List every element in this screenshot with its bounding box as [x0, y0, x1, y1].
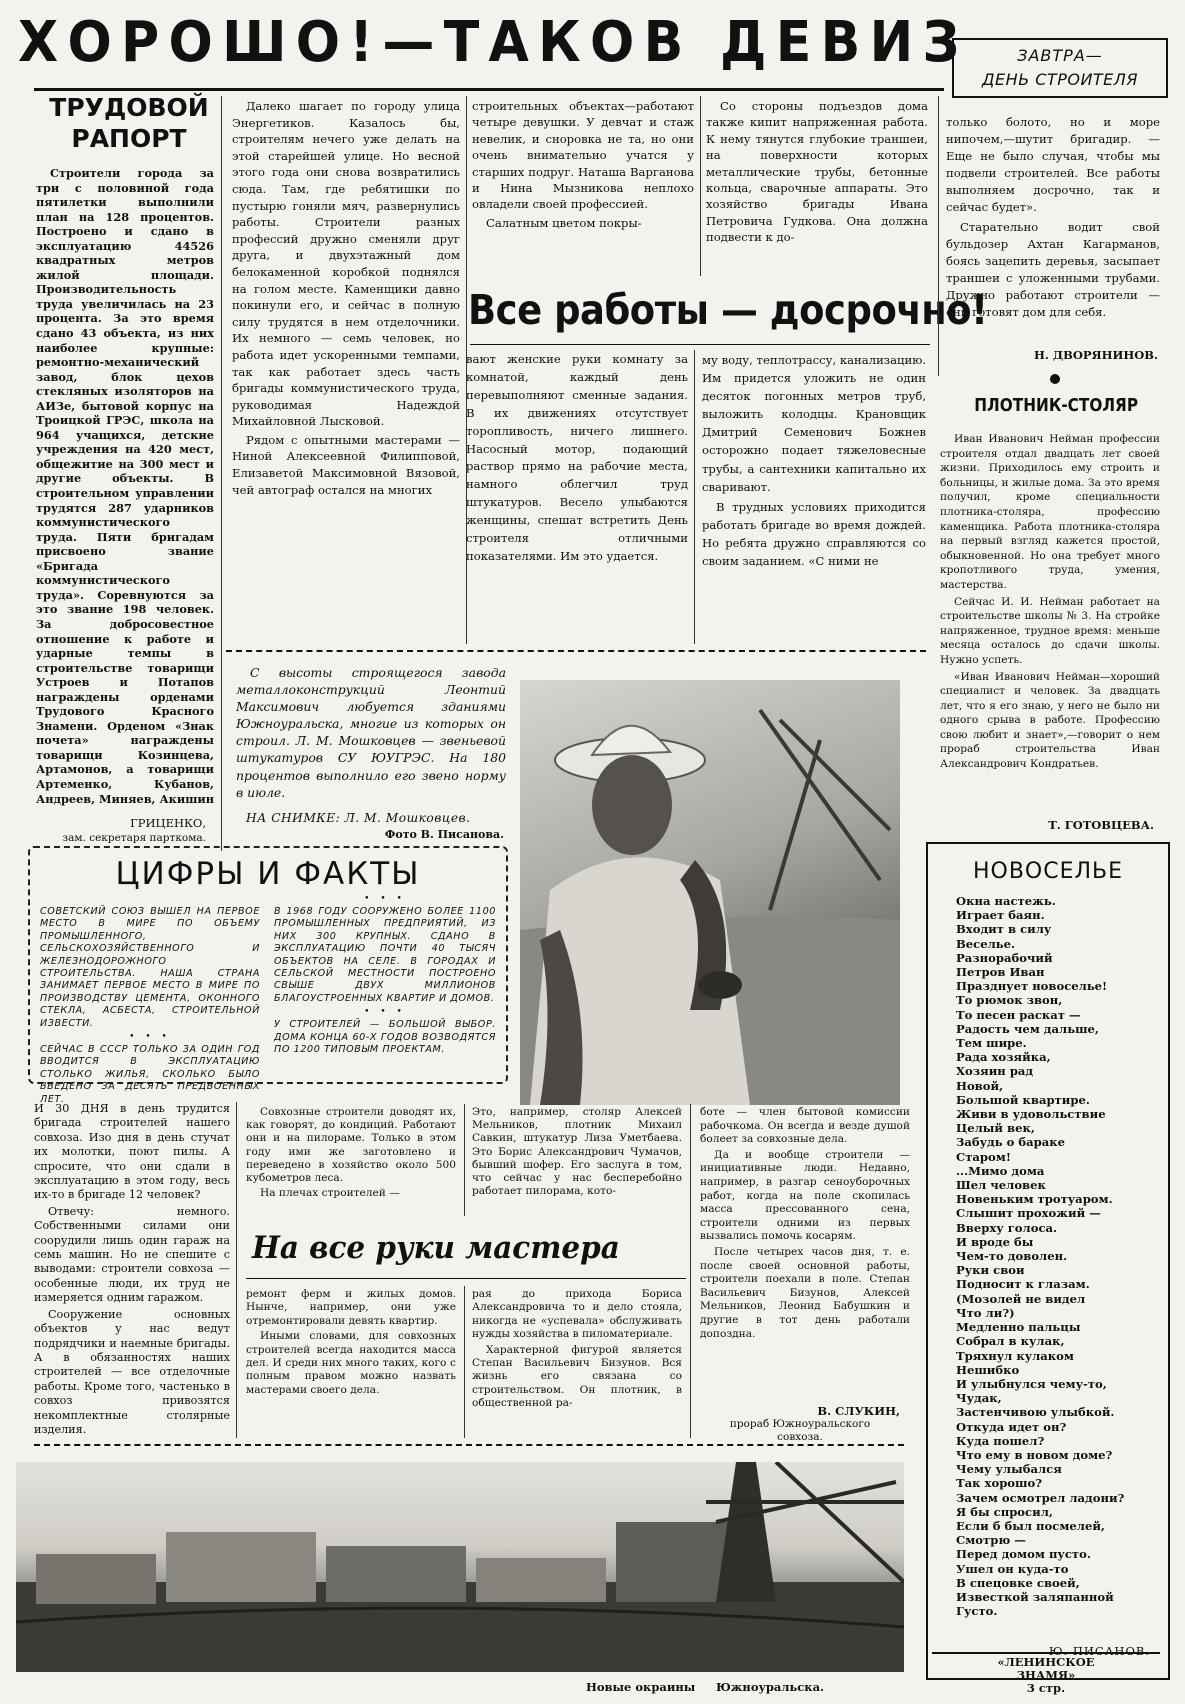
fact-separator: • • •	[364, 1007, 406, 1018]
poem-line: То рюмок звон,	[956, 993, 1063, 1008]
story-paragraph: Далеко шагает по городу улица Энергетиков. Казалось бы, строителям нечего уже делать на этой старейшей улице. Но весной этого года они снова возвратились сюда. Там, где ребятишки по пустырю гоняли мяч, развернулись работы. Строители разных профессий дружно сменяли друг друга, и двухэтажный дом белокаменной коробкой поднялся на голом месте. Каменщики давно покинули его, и сейчас в полную силу трудятся в нем отделочники. Их немного — семь человек, но работа идет ускоренными темпами, так как работает здесь часть бригады коммунистического труда, руководимая Надеждой Михайловной Лысковой.	[232, 99, 460, 429]
panorama-caption-right: Южноуральска.	[716, 1680, 825, 1694]
poem-line: Известкой заляпанной	[956, 1589, 1114, 1604]
fact-separator: • • •	[129, 1032, 171, 1043]
raport-paragraph: Строители города за три с половиной года пятилетки выполнили план на 128 процентов. Построено и сдано в эксплуатацию 44526 квадратных метров жилой площади. Производительность труда увеличилась на 23 процента. За это время сдано 43 объекта, из них наиболее крупные: ремонтно-механический завод, блок цехов стекляных изоляторов на АИЗе, бытовой корпус на Троицкой ГРЭС, школа на 964 учащихся, детские учреждения на 420 мест, общежитие на 300 мест и другие объекты. В строительном управлении трудятся 287 ударников коммунистического труда. Пяти бригадам присвоено звание «Бригада коммунистического труда». Соревнуются за это звание 198 человек. За добросовестное отношение к работе и ударные темпы в строительстве товарищи Устроев и Потапов награждены орденами Трудового Красного Знамени. Орденом «Знак почета» награждены товарищи Козинцева, Артамонов, а товарищи Артеменко, Кубанов, Андреев, Миняев, Акишин	[36, 166, 214, 806]
newspaper-footer	[926, 1652, 1166, 1695]
story-paragraph: му воду, теплотрассу, канализацию. Им придется уложить не один десяток погонных метров труб, выложить колодцы. Крановщик Дмитрий Семенович Божнев осторожно подает тяжеловесные трубы, а сантехники капитально их сваривают.	[702, 353, 926, 494]
poem-line: ...Мимо дома	[956, 1163, 1045, 1178]
ruki-paragraph: Отвечу: немного. Собственными силами они соорудили лишь один гараж на семь машин. Но не спешите с выводами: строители совхоза — особенные люди, их труд не измеряется одним гаражом.	[34, 1204, 230, 1305]
footer-paper-name-line1: «ЛЕНИНСКОЕ	[997, 1655, 1095, 1669]
ruki-paragraph: И 30 ДНЯ в день трудится бригада строителей нашего совхоза. Изо дня в день стучат их молотки, поют пилы. А спросите, что они сдали в эксплуатацию в этом году, весь их-то в бригаде 12 человек?	[34, 1102, 230, 1202]
ruki-paragraph: На плечах строителей —	[260, 1187, 400, 1200]
facts-right-column	[274, 894, 496, 1056]
panorama-photo	[16, 1462, 904, 1672]
poem-line: Тем шире.	[956, 1036, 1027, 1051]
poem-line: Шел человек	[956, 1178, 1046, 1193]
raport-title-line2: РАПОРТ	[71, 124, 187, 153]
ruki-column-3b	[472, 1288, 682, 1438]
poem-line: Вверху голоса.	[956, 1220, 1058, 1235]
novosele-poem	[956, 894, 1162, 1618]
poem-line: Густо.	[956, 1604, 998, 1619]
story-paragraph: В трудных условиях приходится работать бригаде во время дождей. Но ребята дружно справляются со своим заданием. «С ними не	[702, 499, 926, 569]
poem-line: (Мозолей не видел	[956, 1291, 1086, 1306]
poem-line: Слышит прохожий —	[956, 1206, 1101, 1221]
ruki-paragraph: Совхозные строители доводят их, как говорят, до кондиций. Работают они и на пилораме. Только в этом году ими же заготовлено и переведено в хозяйство около 500 кубометров леса.	[246, 1106, 456, 1185]
footer-page-number: 3 стр.	[1026, 1681, 1066, 1695]
plotnik-title: ПЛОТНИК-СТОЛЯР	[974, 395, 1139, 416]
portrait-photo	[520, 680, 900, 1105]
poem-line: Входит в силу	[956, 922, 1052, 937]
novosele-box	[926, 842, 1170, 1680]
photo-caption-text: С высоты строящегося завода металлоконструкций Леонтий Максимович любуется зданиями Южноуральска, многие из которых он строил. Л. М. Мошковцев — звеньевой штукатуров СУ ЮУГРЭС. На 180 процентов выполнило его звено норму в июле.	[236, 665, 506, 800]
ruki-column-4	[700, 1106, 910, 1404]
fact-item: СЕЙЧАС В СССР ТОЛЬКО ЗА ОДИН ГОД ВВОДИТСЯ В ЭКСПЛУАТАЦИЮ СТОЛЬКО ЖИЛЬЯ, СКОЛЬКО БЫЛО ВВЕДЕНО ЗА ДЕСЯТЬ ПРЕДВОЕННЫХ ЛЕТ.	[40, 1044, 260, 1105]
story-column-2	[232, 98, 460, 644]
ruki-signature-role	[700, 1418, 900, 1444]
raport-title-line1: ТРУДОВОЙ	[49, 93, 209, 122]
masthead-corner-box	[952, 38, 1168, 98]
panorama-caption-left: Новые окраины	[586, 1680, 696, 1694]
facts-left-column	[40, 906, 260, 1106]
story-column-4b	[702, 351, 926, 643]
poem-line: Веселье.	[956, 936, 1016, 951]
poem-line: Чем-то доволен.	[956, 1249, 1068, 1264]
story-paragraph: Рядом с опытными мастерами — Ниной Алексеевной Филипповой, Елизаветой Максимовной Вязовой, чей автограф остался на многих	[232, 432, 460, 497]
fact-item: В 1968 ГОДУ СООРУЖЕНО БОЛЕЕ 1100 ПРОМЫШЛЕННЫХ ПРЕДПРИЯТИЙ, ИЗ НИХ 300 КРУПНЫХ. СДАНО В ЭКСПЛУАТАЦИЮ ПОЧТИ 40 ТЫСЯЧ ОБЪЕКТОВ НА СЕЛЕ. В ГОРОДАХ И СЕЛЬСКОЙ МЕСТНОСТИ ПОСТРОЕНО СВЫШЕ ДВУХ МИЛЛИОНОВ БЛАГОУСТРОЕННЫХ КВАРТИР И ДОМОВ.	[274, 906, 496, 1004]
poem-line: Рада хозяйка,	[956, 1050, 1051, 1065]
portrait-photo-art	[520, 680, 900, 1105]
ruki-column-3a	[472, 1106, 682, 1218]
ruki-headline: На все руки мастера	[252, 1230, 620, 1266]
novosele-title: НОВОСЕЛЬЕ	[972, 859, 1124, 884]
ruki-paragraph: Сооружение основных объектов у нас ведут подрядчики и наемные бригады. А в обязанностях наших строителей — все отделочные работы. Кроме того, частенько в совхоз привозятся некомплектные столярные изделия.	[34, 1307, 230, 1436]
story-paragraph: строительных объектах—работают четыре девушки. У девчат и стаж невелик, и сноровка не та, но они очень внимательно учатся у старших подруг. Наташа Варганова и Нина Мызникова неплохо овладели своей профессией.	[472, 99, 694, 212]
story-paragraph: вают женские руки комнату за комнатой, каждый день перевыполняют сменные задания. В их движениях отсутствует торопливость, ничего лишнего. Насосный мотор, подающий раствор прямо на рабочие места, намного облегчил труд штукатуров. Весело улыбаются женщины, спешат встретить День строителя отличными показателями. Им это удается.	[466, 352, 688, 563]
ruki-signature: В. СЛУКИН,	[817, 1404, 900, 1418]
ruki-paragraph: После четырех часов дня, т. е. после своей основной работы, строители поехали в поле. Степан Васильевич Бизунов, Алексей Мельников, Леонид Бабушкин и другие в тот день работали допоздна.	[700, 1245, 910, 1340]
masthead-rule	[34, 88, 944, 91]
poem-line: Перед домом пусто.	[956, 1547, 1091, 1562]
photo-caption-subject: НА СНИМКЕ: Л. М. Мошковцев.	[246, 811, 471, 825]
story-column-4a	[706, 98, 928, 274]
ruki-paragraph: Да и вообще строители — инициативные люди. Недавно, например, в разгар сеноуборочных работ, когда на поле скопилась масса прессованного сена, строители одними из первых вызвались помочь косарям.	[700, 1148, 910, 1243]
fact-separator: • • •	[364, 894, 406, 904]
story-column-3b	[466, 351, 688, 643]
ruki-signature-role-line2: совхоза.	[777, 1431, 823, 1443]
poem-line: Новой,	[956, 1078, 1004, 1093]
ruki-lead	[34, 1102, 230, 1203]
story-paragraph: только болото, но и море нипочем,—шутит бригадир. — Еще не было случая, чтобы мы подвели строителей. Все работы выполняем досрочно, так и сейчас будет».	[946, 115, 1160, 215]
headline-rule	[470, 344, 930, 345]
ruki-headline-rule	[246, 1278, 686, 1279]
poem-line: Хозяин рад	[956, 1064, 1034, 1079]
masthead-corner-line1: ЗАВТРА—	[1017, 46, 1103, 65]
poem-line: Забудь о бараке	[956, 1135, 1066, 1150]
poem-line: Нешибко	[956, 1362, 1020, 1377]
poem-line: Руки свои	[956, 1263, 1025, 1278]
poem-line: Если б был посмелей,	[956, 1518, 1105, 1533]
fact-item: СОВЕТСКИЙ СОЮЗ ВЫШЕЛ НА ПЕРВОЕ МЕСТО В МИРЕ ПО ОБЪЕМУ ПРОМЫШЛЕННОГО, СЕЛЬСКОХОЗЯЙСТВЕННОГО И ЖЕЛЕЗНОДОРОЖНОГО СТРОИТЕЛЬСТВА. НАША СТРАНА ЗАНИМАЕТ ПЕРВОЕ МЕСТО В МИРЕ ПО ПРОИЗВОДСТВУ ЦЕМЕНТА, ОКОННОГО СТЕКЛА, АСБЕСТА, СТРОИТЕЛЬНОЙ ИЗВЕСТИ.	[40, 906, 260, 1029]
photo-caption	[236, 664, 506, 804]
poem-line: Застенчивою улыбкой.	[956, 1405, 1115, 1420]
caption-top-rule	[226, 650, 926, 652]
column-divider	[938, 96, 939, 376]
poem-line: Радость чем дальше,	[956, 1021, 1099, 1036]
ruki-paragraph: Характерной фигурой является Степан Васильевич Бизунов. Вся жизнь его связана со строительством. Он плотник, в общественной ра-	[472, 1343, 682, 1410]
poem-line: Я бы спросил,	[956, 1504, 1053, 1519]
poem-line: И улыбнулся чему-то,	[956, 1376, 1107, 1391]
poem-line: Тряхнул кулаком	[956, 1348, 1074, 1363]
column-divider	[700, 96, 701, 276]
poem-line: Смотрю —	[956, 1533, 1026, 1548]
raport-title	[44, 92, 214, 154]
poem-line: Празднует новоселье!	[956, 979, 1108, 994]
facts-box	[28, 846, 508, 1105]
masthead-corner-line2: ДЕНЬ СТРОИТЕЛЯ	[982, 70, 1138, 89]
novosele-signature: Ю. ПИСАНОВ.	[1048, 1644, 1150, 1658]
facts-title: ЦИФРЫ И ФАКТЫ	[115, 856, 421, 892]
poem-line: Куда пошел?	[956, 1433, 1045, 1448]
panorama-photo-art	[16, 1462, 904, 1672]
ruki-column-2a	[246, 1106, 456, 1218]
ruki-paragraph: рая до прихода Бориса Александровича то и дело стояла, никогда не «успевала» обслуживать нужды хозяйства в пиломатериале.	[472, 1288, 682, 1341]
poem-line: Ушел он куда-то	[956, 1561, 1069, 1576]
column-divider	[464, 1286, 465, 1438]
poem-line: Зачем осмотрел ладони?	[956, 1490, 1125, 1505]
poem-line: Живи в удовольствие	[956, 1107, 1106, 1122]
poem-line: Окна настежь.	[956, 894, 1056, 908]
fact-item: У СТРОИТЕЛЕЙ — БОЛЬШОЙ ВЫБОР. ДОМА КОНЦА 60-Х ГОДОВ ВОЗВОДЯТСЯ ПО 1200 ТИПОВЫМ ПРОЕКТАМ.	[274, 1019, 496, 1056]
plotnik-signature: Т. ГОТОВЦЕВА.	[1048, 818, 1154, 832]
column-divider	[221, 96, 222, 851]
poem-line: В спецовке своей,	[956, 1575, 1080, 1590]
story-headline: Все работы — досрочно!	[468, 286, 988, 334]
column-divider	[694, 350, 695, 644]
ruki-column-2b	[246, 1288, 456, 1438]
poem-line: Медленно пальцы	[956, 1320, 1081, 1335]
poem-line: Большой квартире.	[956, 1092, 1090, 1107]
masthead-title: ХОРОШО!—ТАКОВ ДЕВИЗ	[18, 10, 969, 75]
poem-line: Так хорошо?	[956, 1476, 1043, 1491]
story-paragraph: Салатным цветом покры-	[486, 215, 642, 230]
story-paragraph: Старательно водит свой бульдозер Ахтан Кагарманов, боясь зацепить деревья, засыпает траншеи с уложенными трубами. Дружно работают строители — они готовят дом для себя.	[946, 219, 1160, 320]
raport-body	[36, 166, 214, 806]
poem-line: Собрал в кулак,	[956, 1334, 1065, 1349]
story-column-5	[946, 114, 1160, 346]
column-divider	[464, 1104, 465, 1216]
footer-rule	[932, 1652, 1160, 1654]
panorama-top-rule	[34, 1444, 904, 1446]
ruki-paragraph: Иными словами, для совхозных строителей всегда находится масса дел. И среди них много таких, кого с полным правом можно назвать мастерами своего дела.	[246, 1330, 456, 1396]
poem-line: Играет баян.	[956, 908, 1045, 923]
poem-line: Подносит к глазам.	[956, 1277, 1090, 1292]
story-paragraph: Со стороны подъездов дома также кипит напряженная работа. К нему тянутся глубокие траншеи, на поверхности которых металлические трубы, бетонные кольца, сварочные аппараты. Это хозяйство бригады Ивана Петровича Гудкова. Она должна подвести к до-	[706, 99, 928, 245]
raport-signature: ГРИЦЕНКО,	[130, 816, 206, 830]
poem-line: Петров Иван	[956, 965, 1045, 980]
photo-credit: Фото В. Писанова.	[384, 828, 504, 841]
ruki-paragraph: ремонт ферм и жилых домов. Нынче, например, они уже отремонтировали девять квартир.	[246, 1288, 456, 1327]
bullet-separator	[1050, 374, 1060, 384]
plotnik-body	[940, 432, 1160, 822]
poem-line: Откуда идет он?	[956, 1419, 1067, 1434]
ruki-paragraph: Это, например, столяр Алексей Мельников, плотник Михаил Савкин, штукатур Лиза Уметбаева. Это Борис Александрович Чумачов, бывший шофер. Его заслуга в том, что сейчас у нас бесперебойно работает пилорама, кото-	[472, 1106, 682, 1198]
poem-line: То песен раскат —	[956, 1007, 1081, 1022]
ruki-column-1	[34, 1102, 230, 1438]
footer-paper-name-line2: ЗНАМЯ»	[1016, 1668, 1076, 1682]
poem-line: Новеньким тротуаром.	[956, 1192, 1113, 1207]
poem-line: Чему улыбался	[956, 1462, 1062, 1477]
ruki-signature-role-line1: прораб Южноуральского	[729, 1418, 871, 1430]
poem-line: Чудак,	[956, 1391, 1002, 1406]
poem-line: Разнорабочий	[956, 950, 1053, 965]
poem-line: Что ли?)	[956, 1305, 1015, 1320]
column-divider	[690, 1104, 691, 1438]
plotnik-paragraph: «Иван Иванович Нейман—хороший специалист и человек. За двадцать лет, что я его знаю, у него не было ни одного срыва в работе. Профессию свою любит и знает»,—говорит о нем прораб строительства Иван Александрович Кондратьев.	[940, 670, 1160, 771]
column-divider	[236, 1102, 237, 1438]
raport-signature-role: зам. секретаря парткома.	[62, 832, 206, 844]
story-column-3a	[472, 98, 694, 270]
poem-line: Целый век,	[956, 1121, 1035, 1136]
poem-line: И вроде бы	[956, 1234, 1034, 1249]
story-signature: Н. ДВОРЯНИНОВ.	[1034, 348, 1158, 362]
poem-line: Что ему в новом доме?	[956, 1447, 1113, 1462]
plotnik-paragraph: Сейчас И. И. Нейман работает на строительстве школы № 3. На стройке напряженное, трудное время: меньше месяца осталось до сдачи школы. Нужно успеть.	[940, 595, 1160, 666]
ruki-paragraph: боте — член бытовой комиссии рабочкома. Он всегда и везде душой болеет за совхозные дела.	[700, 1106, 910, 1146]
poem-line: Старом!	[956, 1149, 1011, 1164]
plotnik-paragraph: Иван Иванович Нейман профессии строителя отдал двадцать лет своей жизни. Приходилось ему строить и больницы, и жилые дома. За это время получил, кроме специальности плотника-столяра, профессию каменщика. Работа плотника-столяра на первый взгляд кажется простой, обыкновенной. Но она требует много кропотливого труда, умения, мастерства.	[940, 433, 1160, 591]
